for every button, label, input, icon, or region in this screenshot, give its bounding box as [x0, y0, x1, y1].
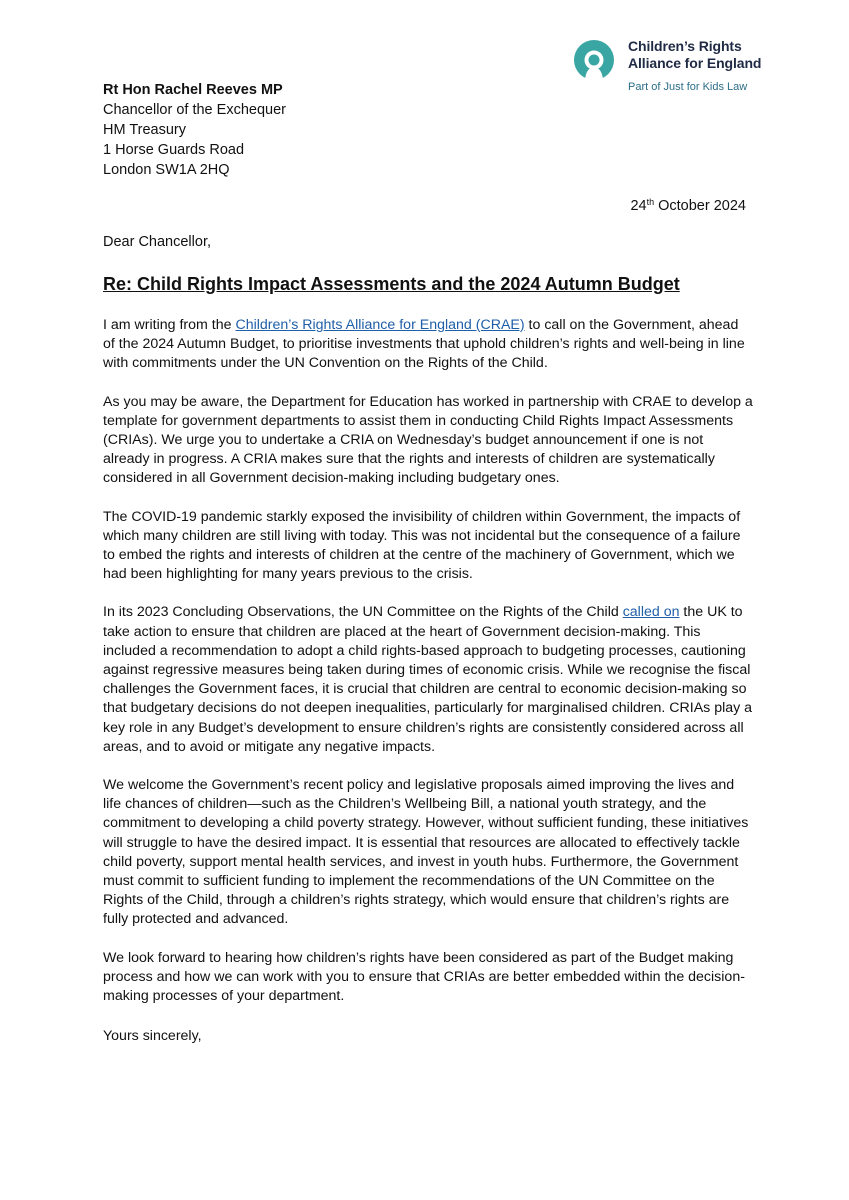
crae-logo-icon — [570, 38, 618, 86]
logo-tagline: Part of Just for Kids Law — [628, 81, 748, 93]
paragraph-4-before: In its 2023 Concluding Observations, the UN Committee on the Rights of the Child — [103, 604, 623, 621]
recipient-title: Chancellor of the Exchequer — [103, 102, 286, 118]
called-on-link[interactable]: called on — [622, 604, 680, 621]
logo-name-line2: Alliance for England — [628, 55, 762, 71]
salutation: Dear Chancellor, — [103, 234, 211, 250]
recipient-org: HM Treasury — [103, 122, 186, 138]
date-day: 24 — [630, 198, 647, 214]
paragraph-1-after: to call on the Government, ahead of the 2024 Autumn Budget, to prioritise investments that uphold children’s rights and well-being in line with commitments under the UN Convention on the Rights of the Child. — [103, 317, 745, 372]
recipient-street: 1 Horse Guards Road — [103, 142, 245, 158]
closing: Yours sincerely, — [103, 1028, 202, 1044]
recipient-city: London SW1A 2HQ — [103, 162, 230, 178]
paragraph-5: We welcome the Government’s recent policy and legislative proposals aimed improving the lives and life chances of children—such as the Children’s Wellbeing Bill, a national youth strategy, and the commitment to developing a child poverty strategy. However, without sufficient funding, these initiatives will struggle to have the desired impact. It is essential that resources are allocated to effectively tackle child poverty, support mental health services, and invest in youth hubs. Furthermore, the Government must commit to sufficient funding to implement the recommendations of the UN Committee on the Rights of the Child, through a children’s rights strategy, which would ensure that children’s rights are fully protected and advanced. — [103, 777, 749, 928]
paragraph-1 — [103, 316, 753, 374]
crae-link[interactable]: Children’s Rights Alliance for England (CRAE) — [235, 317, 525, 333]
paragraph-4-after: the UK to take action to ensure that children are placed at the heart of Government decision-making. This included a recommendation to adopt a child rights-based approach to budgeting processes, cautioning against regressive measures being taken during times of economic crisis. While we recognise the fiscal challenges the Government faces, it is crucial that children are central to economic decision-making so that budgetary decisions do not deepen inequalities, particularly for marginalised children. CRIAs play a key role in any Budget’s development to ensure children’s rights are consistently considered across all areas, and to avoid or mitigate any negative impacts. — [103, 604, 753, 755]
crae-logo — [570, 36, 770, 98]
paragraph-1-before: I am writing from the — [103, 317, 236, 333]
letter-date — [630, 196, 746, 216]
paragraph-2: As you may be aware, the Department for Education has worked in partnership with CRAE to develop a template for government departments to assist them in conducting Child Rights Impact Assessments (CRIAs). We urge you to undertake a CRIA on Wednesday’s budget announcement if one is not already in progress. A CRIA makes sure that the rights and interests of children are systematically considered in all Government decision-making including budgetary ones. — [103, 393, 753, 487]
paragraph-3: The COVID-19 pandemic starkly exposed the invisibility of children within Government, the impacts of which many children are still living with today. This was not incidental but the consequence of a failure to embed the rights and interests of children at the centre of the machinery of Government, which we had been highlighting for many years previous to the crisis. — [103, 508, 741, 583]
subject-heading: Re: Child Rights Impact Assessments and the 2024 Autumn Budget — [103, 274, 680, 294]
paragraph-4 — [103, 603, 753, 757]
recipient-address — [103, 80, 286, 180]
date-rest: October 2024 — [654, 198, 746, 214]
paragraph-6: We look forward to hearing how children’s rights have been considered as part of the Budget making process and how we can work with you to ensure that CRIAs are better embedded within the decision-making processes of your department. — [103, 949, 745, 1005]
logo-name — [628, 38, 761, 72]
letter-body — [103, 316, 753, 1025]
date-suffix: th — [646, 197, 655, 207]
logo-name-line1: Children’s Rights — [628, 38, 742, 54]
recipient-name: Rt Hon Rachel Reeves MP — [103, 82, 283, 98]
